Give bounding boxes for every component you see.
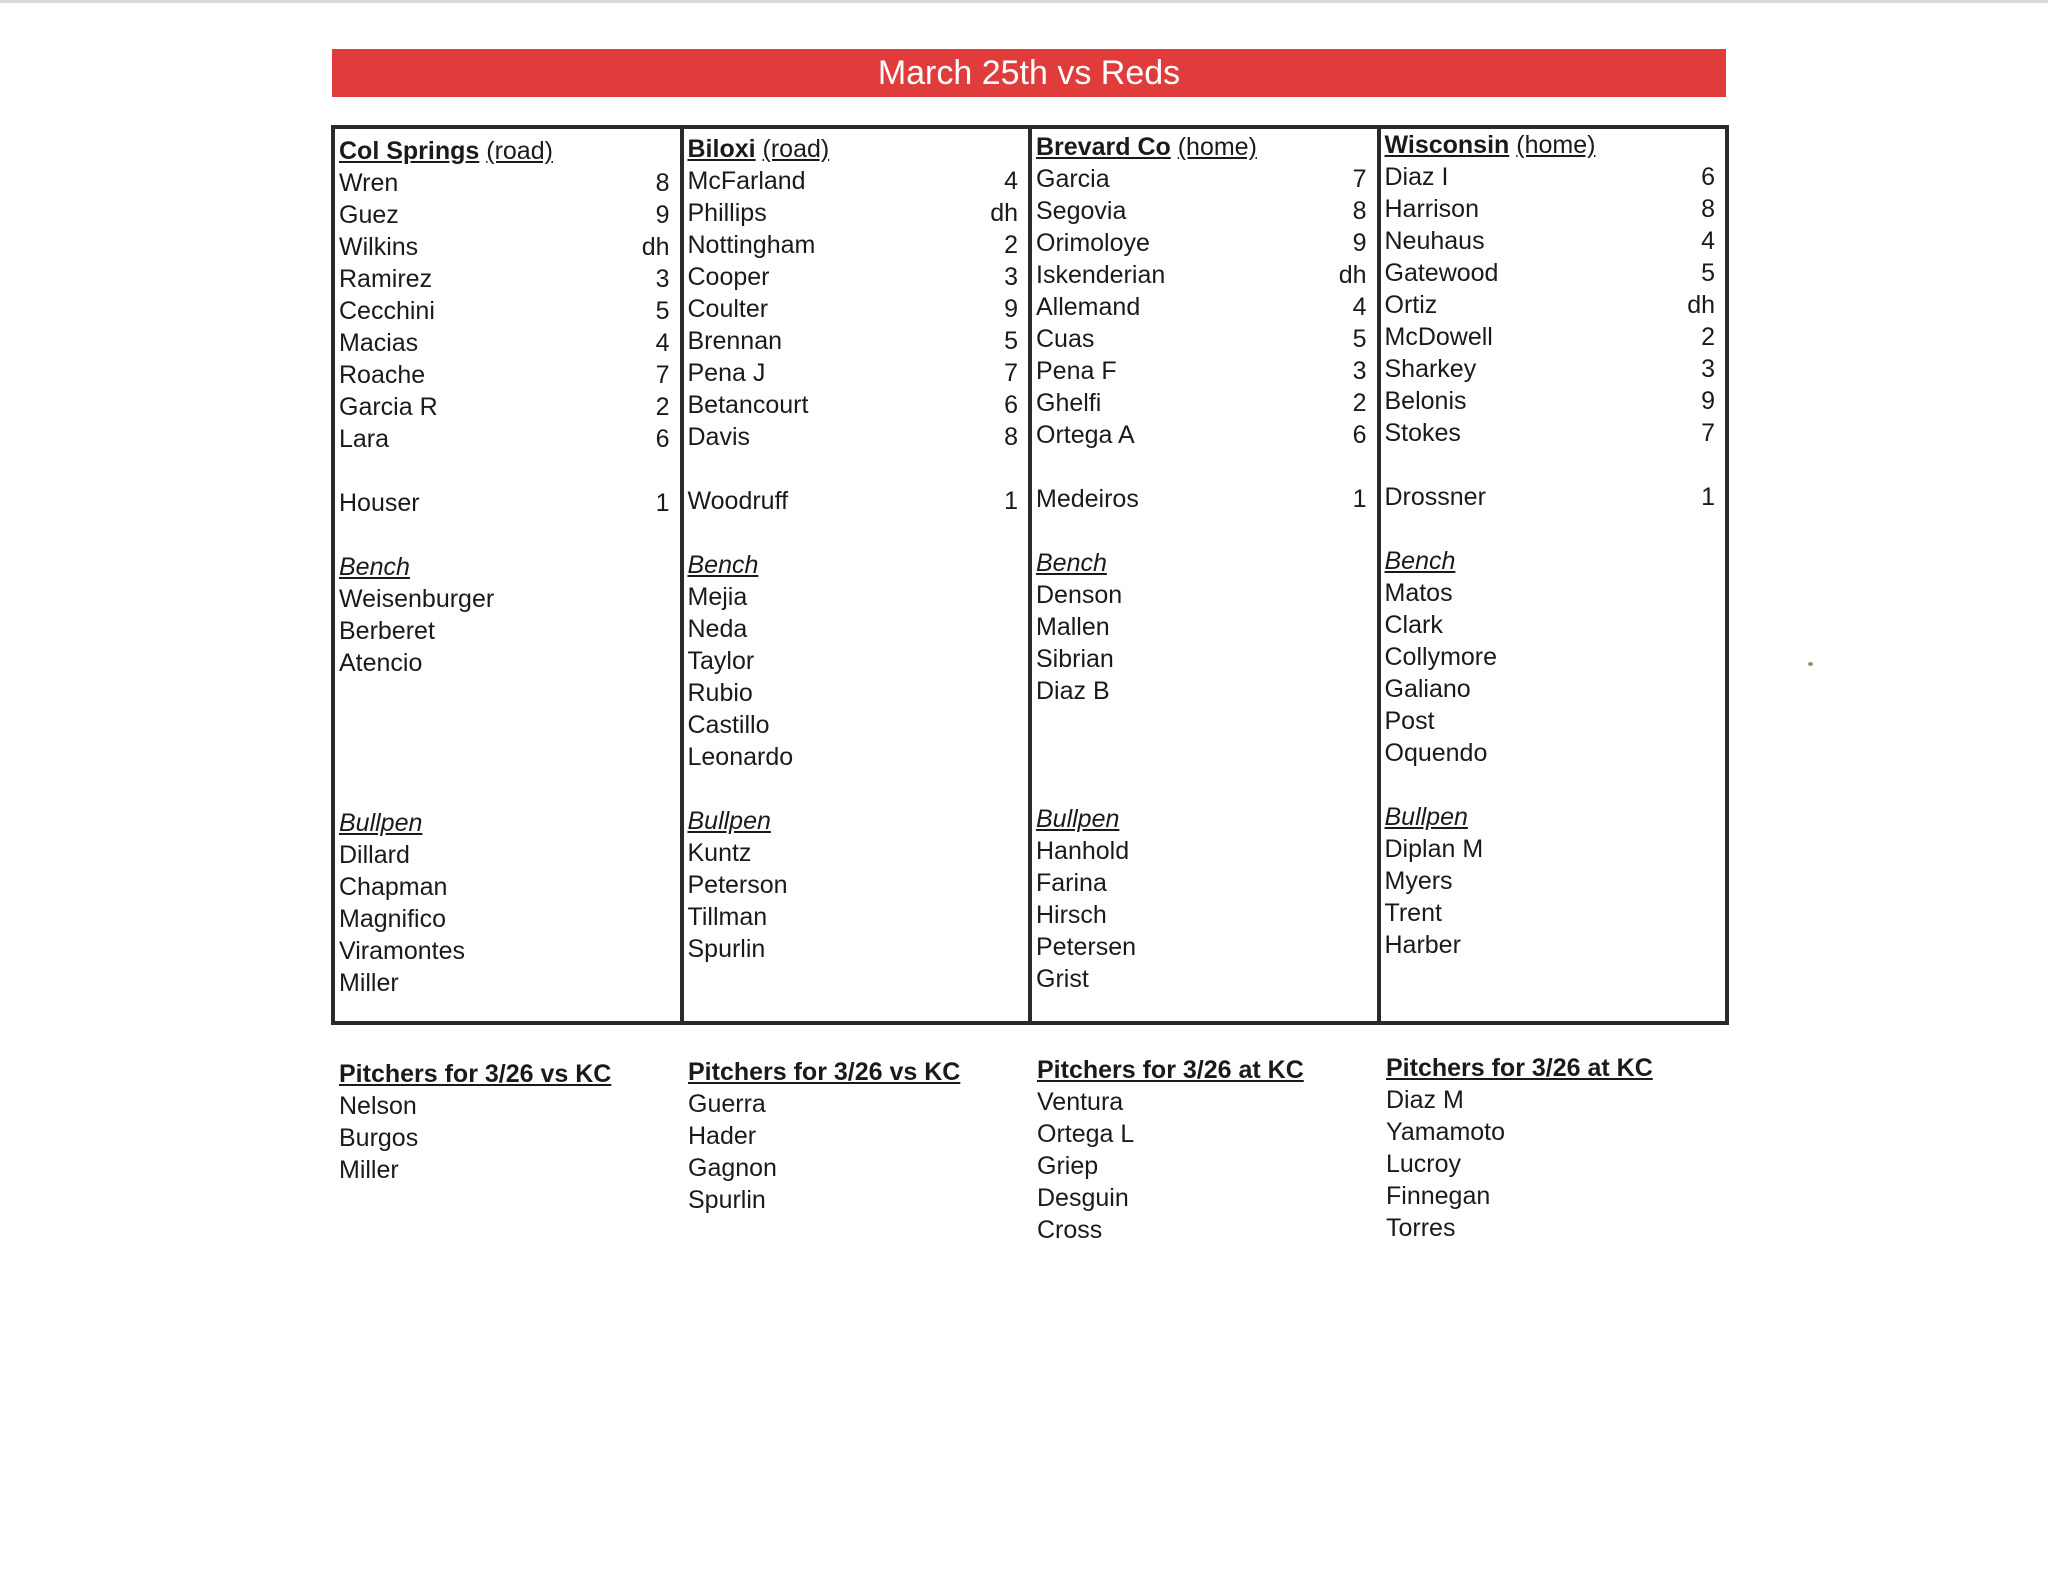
pitchers-heading: Pitchers for 3/26 at KC (1386, 1054, 1653, 1082)
bench-player (1036, 611, 1367, 643)
bullpen-label: Bullpen (1036, 805, 1120, 833)
lineup-row (1036, 259, 1367, 291)
bullpen-player (1385, 897, 1716, 929)
lineup-row (1385, 193, 1716, 225)
player-position: 9 (655, 201, 670, 229)
team-venue: (road) (762, 135, 830, 163)
team-column-brevard-co (1032, 129, 1381, 1021)
player-position: 5 (1352, 325, 1367, 353)
team-header-label (688, 133, 830, 165)
pitchers-heading: Pitchers for 3/26 at KC (1037, 1056, 1304, 1084)
pitchers-heading: Pitchers for 3/26 vs KC (339, 1060, 612, 1088)
team-name: Biloxi (687, 135, 756, 163)
player-position: 6 (1004, 391, 1018, 419)
lineup-row (339, 231, 670, 263)
lineup-row (1036, 419, 1367, 451)
bench-heading (1385, 545, 1716, 577)
bullpen-player-name: Diplan M (1384, 835, 1484, 863)
player-name: McDowell (1384, 323, 1493, 351)
bullpen-player (688, 837, 1019, 869)
roster-grid (331, 125, 1729, 1025)
bullpen-heading (339, 807, 670, 839)
pitchers-heading: Pitchers for 3/26 vs KC (688, 1058, 961, 1086)
bench-player-name: Berberet (339, 617, 435, 645)
player-name: Cooper (687, 263, 770, 291)
player-name: Sharkey (1384, 355, 1477, 383)
bench-player (339, 647, 670, 679)
bench-label: Bench (339, 553, 410, 581)
spacer (339, 455, 670, 487)
bullpen-player (1385, 865, 1716, 897)
player-name: Neuhaus (1384, 227, 1485, 255)
bench-player-name: Collymore (1384, 643, 1498, 671)
player-name: Coulter (687, 295, 769, 323)
lineup-row (339, 199, 670, 231)
bench-player-name: Diaz B (1036, 677, 1110, 705)
player-name: Wilkins (339, 233, 419, 261)
bench-player (1385, 673, 1716, 705)
bullpen-label: Bullpen (339, 809, 423, 837)
player-position: 3 (1004, 263, 1018, 291)
player-position: 2 (1004, 231, 1018, 259)
bullpen-player (339, 935, 670, 967)
player-name: Wren (339, 169, 399, 197)
bench-player-name: Matos (1384, 579, 1453, 607)
starting-pitcher-name: Woodruff (687, 487, 789, 515)
player-position: 7 (655, 361, 670, 389)
pitcher-name: Guerra (688, 1090, 766, 1118)
team-header (339, 135, 670, 167)
player-name: Gatewood (1384, 259, 1499, 287)
pitchers-col-springs (339, 1058, 611, 1186)
bullpen-player-name: Kuntz (687, 839, 752, 867)
starting-pitcher-name: Houser (339, 489, 420, 517)
bullpen-player-name: Trent (1384, 899, 1442, 927)
player-position: 2 (1352, 389, 1367, 417)
player-position: 5 (1004, 327, 1018, 355)
bench-player-name: Atencio (339, 649, 423, 677)
lineup-row (1036, 291, 1367, 323)
bench-player (339, 615, 670, 647)
lineup-row (1385, 417, 1716, 449)
bench-player-name: Mejia (687, 583, 748, 611)
pitcher-name: Nelson (339, 1092, 417, 1120)
lineup-row (1385, 321, 1716, 353)
lineup-row (1385, 385, 1716, 417)
pitcher-name: Diaz M (1386, 1086, 1464, 1114)
player-name: Guez (339, 201, 399, 229)
lineup-row (1036, 387, 1367, 419)
bullpen-heading (1385, 801, 1716, 833)
pitcher-name: Yamamoto (1386, 1118, 1506, 1146)
bullpen-player-name: Chapman (339, 873, 448, 901)
player-position: dh (641, 233, 670, 261)
player-name: Cuas (1036, 325, 1095, 353)
lineup-row (688, 165, 1019, 197)
lineup-row (688, 389, 1019, 421)
bench-player-name: Oquendo (1384, 739, 1488, 767)
player-position: 9 (1004, 295, 1018, 323)
player-position: 8 (1352, 197, 1367, 225)
player-name: Lara (339, 425, 390, 453)
bullpen-player (1385, 929, 1716, 961)
player-position: 4 (1352, 293, 1367, 321)
bench-player-name: Weisenburger (339, 585, 495, 613)
bullpen-player-name: Petersen (1036, 933, 1137, 961)
bullpen-player-name: Tillman (687, 903, 768, 931)
bullpen-player (688, 869, 1019, 901)
team-name: Brevard Co (1036, 133, 1171, 161)
pitcher-name: Cross (1037, 1216, 1103, 1244)
team-column-wisconsin (1381, 129, 1726, 1021)
team-name: Wisconsin (1384, 131, 1510, 159)
bench-player (1385, 641, 1716, 673)
lineup-row (339, 359, 670, 391)
bench-heading (339, 551, 670, 583)
starting-pitcher-position: 1 (1004, 487, 1018, 515)
scan-speck (1808, 662, 1813, 666)
lineup-row (688, 261, 1019, 293)
lineup-row (688, 325, 1019, 357)
bench-player-name: Denson (1036, 581, 1123, 609)
player-name: Ortega A (1036, 421, 1135, 449)
player-position: 4 (1004, 167, 1018, 195)
player-name: Garcia R (339, 393, 438, 421)
player-name: McFarland (687, 167, 806, 195)
player-name: Harrison (1384, 195, 1479, 223)
team-header-label (1385, 129, 1596, 161)
bench-player-name: Sibrian (1036, 645, 1114, 673)
bench-player-name: Rubio (687, 679, 753, 707)
player-name: Ortiz (1384, 291, 1438, 319)
lineup-row (1385, 225, 1716, 257)
team-venue: (home) (1177, 133, 1257, 161)
team-header (688, 133, 1019, 165)
pitcher-name: Finnegan (1386, 1182, 1491, 1210)
bullpen-player (1385, 833, 1716, 865)
player-position: 8 (1701, 195, 1715, 223)
lineup-row (1385, 161, 1716, 193)
bench-label: Bench (1384, 547, 1456, 575)
player-name: Diaz I (1384, 163, 1449, 191)
pitcher-name: Lucroy (1386, 1150, 1462, 1178)
bench-player-name: Leonardo (687, 743, 794, 771)
bullpen-player (339, 839, 670, 871)
lineup-row (1036, 227, 1367, 259)
bench-player-name: Taylor (687, 647, 755, 675)
spacer (688, 517, 1019, 549)
player-name: Cecchini (339, 297, 435, 325)
lineup-row (688, 197, 1019, 229)
bullpen-player-name: Hanhold (1036, 837, 1130, 865)
player-name: Brennan (687, 327, 783, 355)
lineup-row (1385, 289, 1716, 321)
bullpen-player-name: Viramontes (339, 937, 465, 965)
lineup-row (1036, 163, 1367, 195)
player-name: Ramirez (339, 265, 433, 293)
lineup-row (688, 421, 1019, 453)
starting-pitcher-row (1385, 481, 1716, 513)
player-position: 3 (1701, 355, 1715, 383)
team-header-label (1036, 131, 1257, 163)
bench-player-name: Post (1384, 707, 1435, 735)
bullpen-player-name: Myers (1384, 867, 1453, 895)
bench-player-name: Neda (687, 615, 748, 643)
bench-player (1385, 609, 1716, 641)
player-position: 5 (655, 297, 670, 325)
bullpen-player (688, 933, 1019, 965)
bullpen-player-name: Miller (339, 969, 399, 997)
pitcher-name: Miller (339, 1156, 399, 1184)
bench-player-name: Galiano (1384, 675, 1471, 703)
bench-player (1385, 577, 1716, 609)
player-name: Pena J (687, 359, 766, 387)
player-position: dh (1338, 261, 1367, 289)
player-position: 4 (1701, 227, 1715, 255)
bench-label: Bench (1036, 549, 1107, 577)
bench-player (688, 741, 1019, 773)
pitcher-name: Hader (688, 1122, 757, 1150)
bullpen-player (1036, 931, 1367, 963)
lineup-row (688, 357, 1019, 389)
bullpen-heading (688, 805, 1019, 837)
lineup-row (339, 263, 670, 295)
bench-player (1036, 579, 1367, 611)
player-name: Davis (687, 423, 751, 451)
bench-player-name: Castillo (687, 711, 770, 739)
bullpen-player-name: Grist (1036, 965, 1089, 993)
player-position: 2 (655, 393, 670, 421)
bench-player (688, 613, 1019, 645)
player-name: Segovia (1036, 197, 1127, 225)
pitchers-brevard-co (1037, 1054, 1304, 1246)
lineup-row (688, 229, 1019, 261)
spacer (1036, 771, 1367, 803)
pitcher-name: Gagnon (688, 1154, 777, 1182)
player-position: 6 (1701, 163, 1715, 191)
pitcher-name: Burgos (339, 1124, 419, 1152)
player-position: 3 (655, 265, 670, 293)
player-position: 2 (1701, 323, 1715, 351)
spacer (339, 775, 670, 807)
bench-player (688, 709, 1019, 741)
player-name: Betancourt (687, 391, 809, 419)
pitcher-name: Desguin (1037, 1184, 1129, 1212)
player-position: 8 (655, 169, 670, 197)
bullpen-player (1036, 867, 1367, 899)
starting-pitcher-position: 1 (1701, 483, 1715, 511)
lineup-row (1036, 323, 1367, 355)
pitchers-biloxi (688, 1056, 960, 1216)
player-position: 5 (1701, 259, 1715, 287)
spacer (1385, 769, 1716, 801)
starting-pitcher-position: 1 (655, 489, 670, 517)
player-name: Iskenderian (1036, 261, 1166, 289)
lineup-row (339, 327, 670, 359)
player-name: Pena F (1036, 357, 1117, 385)
bullpen-heading (1036, 803, 1367, 835)
bench-heading (1036, 547, 1367, 579)
spacer (339, 743, 670, 775)
pitcher-name: Ortega L (1037, 1120, 1135, 1148)
player-name: Garcia (1036, 165, 1110, 193)
bench-player (1036, 643, 1367, 675)
bench-player (1036, 675, 1367, 707)
bench-player (1385, 737, 1716, 769)
spacer (339, 679, 670, 711)
starting-pitcher-name: Medeiros (1036, 485, 1139, 513)
bench-player (688, 581, 1019, 613)
lineup-row (1385, 257, 1716, 289)
bullpen-player (339, 967, 670, 999)
bullpen-label: Bullpen (1384, 803, 1468, 831)
starting-pitcher-row (688, 485, 1019, 517)
bullpen-player-name: Farina (1036, 869, 1107, 897)
bench-heading (688, 549, 1019, 581)
player-position: 6 (1352, 421, 1367, 449)
spacer (339, 711, 670, 743)
bullpen-player (1036, 899, 1367, 931)
player-name: Ghelfi (1036, 389, 1102, 417)
bullpen-player (339, 871, 670, 903)
lineup-row (339, 423, 670, 455)
bullpen-player-name: Harber (1384, 931, 1461, 959)
starting-pitcher-row (339, 487, 670, 519)
lineup-row (688, 293, 1019, 325)
player-position: 7 (1701, 419, 1715, 447)
pitcher-name: Torres (1386, 1214, 1456, 1242)
player-name: Allemand (1036, 293, 1141, 321)
team-venue: (road) (486, 137, 553, 165)
player-position: 3 (1352, 357, 1367, 385)
bench-player (688, 645, 1019, 677)
pitchers-wisconsin (1386, 1052, 1653, 1244)
lineup-row (1036, 355, 1367, 387)
lineup-row (1385, 353, 1716, 385)
player-position: dh (1687, 291, 1715, 319)
bullpen-player-name: Dillard (339, 841, 410, 869)
bullpen-player-name: Hirsch (1036, 901, 1107, 929)
spacer (1036, 451, 1367, 483)
bench-player (688, 677, 1019, 709)
spacer (1036, 739, 1367, 771)
page-title: March 25th vs Reds (332, 49, 1726, 97)
team-header (1385, 129, 1716, 161)
player-position: 7 (1352, 165, 1367, 193)
lineup-row (1036, 195, 1367, 227)
team-column-biloxi (684, 129, 1033, 1021)
starting-pitcher-position: 1 (1352, 485, 1367, 513)
team-header (1036, 131, 1367, 163)
player-position: 8 (1004, 423, 1018, 451)
team-name: Col Springs (339, 137, 480, 165)
team-venue: (home) (1516, 131, 1596, 159)
player-name: Macias (339, 329, 419, 357)
player-name: Stokes (1384, 419, 1461, 447)
player-name: Belonis (1384, 387, 1467, 415)
player-position: 9 (1701, 387, 1715, 415)
bullpen-player (1036, 835, 1367, 867)
pitcher-name: Ventura (1037, 1088, 1124, 1116)
spacer (339, 519, 670, 551)
lineup-row (339, 391, 670, 423)
player-position: 7 (1004, 359, 1018, 387)
starting-pitcher-name: Drossner (1384, 483, 1486, 511)
pitcher-name: Griep (1037, 1152, 1099, 1180)
team-column-col-springs (335, 129, 684, 1021)
bench-player-name: Mallen (1036, 613, 1110, 641)
bench-player (1385, 705, 1716, 737)
lineup-row (339, 167, 670, 199)
bullpen-label: Bullpen (687, 807, 771, 835)
team-header-label (339, 135, 553, 167)
player-name: Orimoloye (1036, 229, 1150, 257)
bench-label: Bench (687, 551, 759, 579)
bench-player (339, 583, 670, 615)
bullpen-player (688, 901, 1019, 933)
player-position: dh (990, 199, 1018, 227)
pitcher-name: Spurlin (688, 1186, 766, 1214)
spacer (1036, 707, 1367, 739)
player-position: 6 (655, 425, 670, 453)
bench-player-name: Clark (1384, 611, 1443, 639)
lineup-row (339, 295, 670, 327)
player-position: 9 (1352, 229, 1367, 257)
spacer (1385, 449, 1716, 481)
bullpen-player-name: Peterson (687, 871, 788, 899)
spacer (1385, 513, 1716, 545)
bullpen-player-name: Spurlin (687, 935, 766, 963)
bullpen-player-name: Magnifico (339, 905, 446, 933)
player-name: Nottingham (687, 231, 816, 259)
player-position: 4 (655, 329, 670, 357)
spacer (688, 773, 1019, 805)
spacer (688, 453, 1019, 485)
bullpen-player (339, 903, 670, 935)
player-name: Roache (339, 361, 426, 389)
player-name: Phillips (687, 199, 767, 227)
spacer (1036, 515, 1367, 547)
scan-edge (0, 0, 2048, 3)
starting-pitcher-row (1036, 483, 1367, 515)
bullpen-player (1036, 963, 1367, 995)
